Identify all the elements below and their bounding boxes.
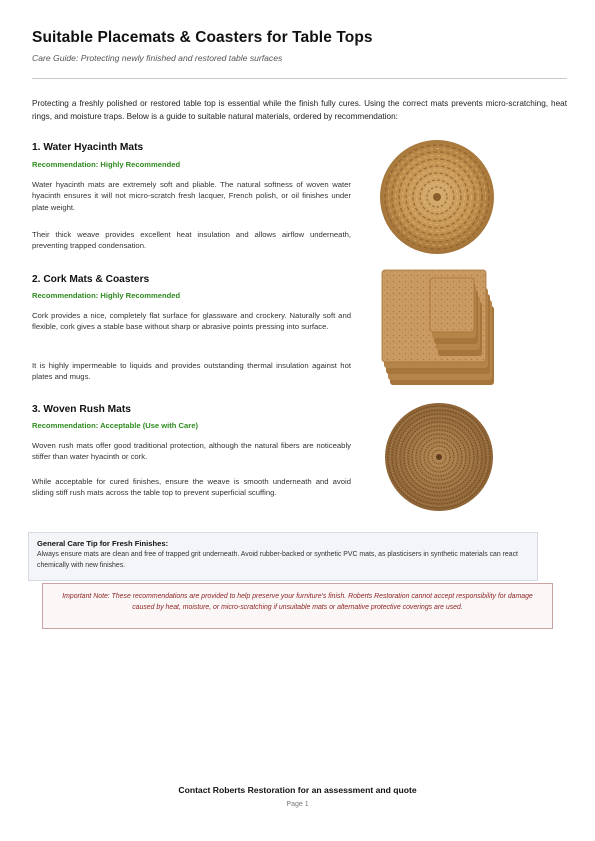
care-tip-text: Always ensure mats are clean and free of trapped grit underneath. Avoid rubber-backed or synthetic PVC mats, as plasticisers in synthetic materials can react chemically with new finishes.: [37, 551, 518, 569]
paragraph-cork-2: It is highly impermeable to liquids and provides outstanding thermal insulation against hot plates and mugs.: [32, 361, 351, 382]
header-divider: [32, 78, 567, 79]
footer-contact: Contact Roberts Restoration for an assessment and quote: [178, 785, 417, 795]
paragraph-cork-1: Cork provides a nice, completely flat surface for glassware and crockery. Naturally soft and flexible, cork gives a stable base without sharp or abrasive points pressing into surface.: [32, 311, 351, 332]
recommendation-water-hyacinth: Recommendation: Highly Recommended: [32, 160, 181, 169]
care-tip-box: [28, 532, 538, 581]
paragraph-woven-rush-1: Woven rush mats offer good traditional protection, although the natural fibers are noticeably stiffer than water hyacinth or cork.: [32, 441, 351, 462]
woven-rush-mat-image: [384, 402, 494, 512]
page-title: Suitable Placemats & Coasters for Table Tops: [32, 29, 373, 46]
recommendation-cork: Recommendation: Highly Recommended: [32, 291, 181, 300]
paragraph-woven-rush-2: While acceptable for cured finishes, ensure the weave is smooth underneath and avoid sliding stiff rush mats across the table top to prevent superficial scuffing.: [32, 477, 351, 498]
recommendation-woven-rush: Recommendation: Acceptable (Use with Care): [32, 421, 198, 430]
cork-mats-stack-image: [380, 268, 498, 388]
water-hyacinth-mat-image: [378, 138, 496, 256]
page-number: Page 1: [286, 801, 309, 808]
intro-paragraph: Protecting a freshly polished or restored table top is essential while the finish fully cures. Using the correct mats prevents micro-scratching, heat rings, and moisture traps. Below is a guide to suitable natural materials, ordered by recommendation:: [32, 99, 567, 121]
important-note-text: Important Note: These recommendations are provided to help preserve your furniture's finish. Roberts Restoration cannot accept responsibility for damage caused by heat, moisture, or micro-scratching if unsuitable mats or alternative protective coverings are used.: [62, 593, 533, 611]
care-tip-title: General Care Tip for Fresh Finishes:: [37, 539, 169, 548]
paragraph-water-hyacinth-2: Their thick weave provides excellent heat insulation and allows airflow underneath, preventing trapped condensation.: [32, 230, 351, 251]
important-note-box: [42, 583, 553, 629]
section-title-water-hyacinth: 1. Water Hyacinth Mats: [32, 142, 144, 153]
page-subtitle: Care Guide: Protecting newly finished and restored table surfaces: [32, 53, 283, 63]
section-title-cork: 2. Cork Mats & Coasters: [32, 274, 150, 285]
paragraph-water-hyacinth-1: Water hyacinth mats are extremely soft and pliable. The natural softness of woven water hyacinth ensures it will not micro-scratch fresh lacquer, French polish, or oil finishes under plate weight.: [32, 180, 351, 212]
section-title-woven-rush: 3. Woven Rush Mats: [32, 404, 131, 415]
